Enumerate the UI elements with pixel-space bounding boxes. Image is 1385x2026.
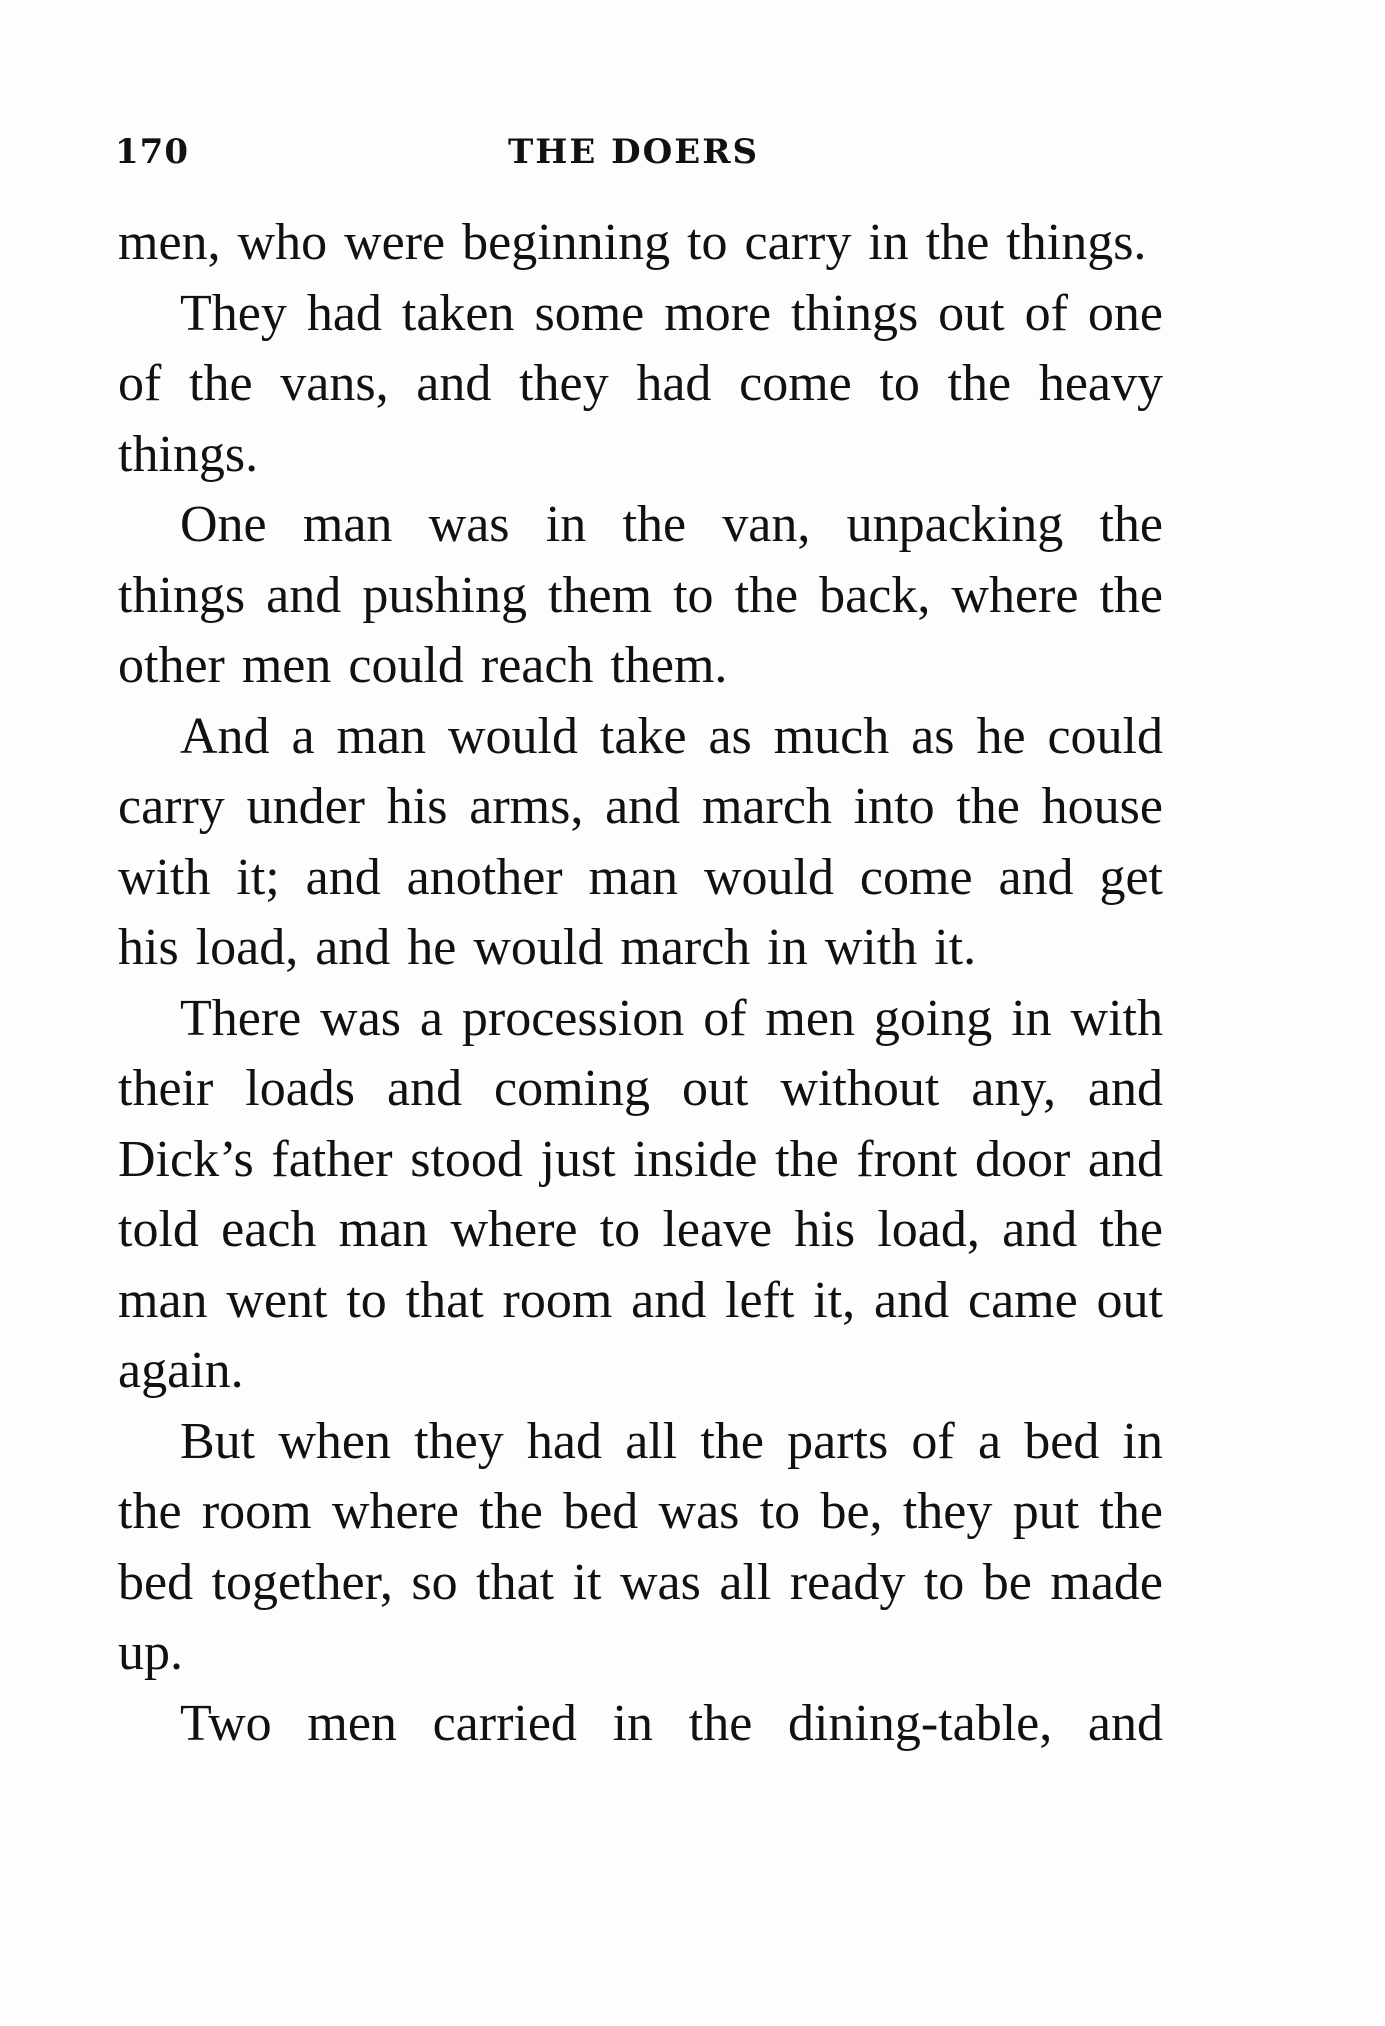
paragraph: One man was in the van, unpacking the things and pushing them to the back, where the other men could reach them. (118, 496, 1163, 694)
paragraph: But when they had all the parts of a bed in the room where the bed was to be, they put the bed together, so that it was all ready to be made up. (118, 1412, 1163, 1681)
running-head: THE DOERS (508, 132, 760, 172)
page-number: 170 (115, 132, 189, 172)
paragraph: men, who were beginning to carry in the things. (118, 214, 1147, 271)
paragraph: They had taken some more things out of one of the vans, and they had come to the heavy things. (118, 284, 1163, 483)
paragraph: And a man would take as much as he could carry under his arms, and march into the house with it; and another man would come and get his load, and he would march in with it. (118, 707, 1163, 976)
page-header (115, 132, 1160, 172)
paragraph: There was a procession of men going in with their loads and coming out without any, and Dick’s father stood just inside the front door and told each man where to leave his load, and the man went to that room and left it, and came out again. (118, 989, 1163, 1399)
body-text (118, 208, 1163, 1759)
paragraph: Two men carried in the dining-table, and (180, 1694, 1163, 1752)
